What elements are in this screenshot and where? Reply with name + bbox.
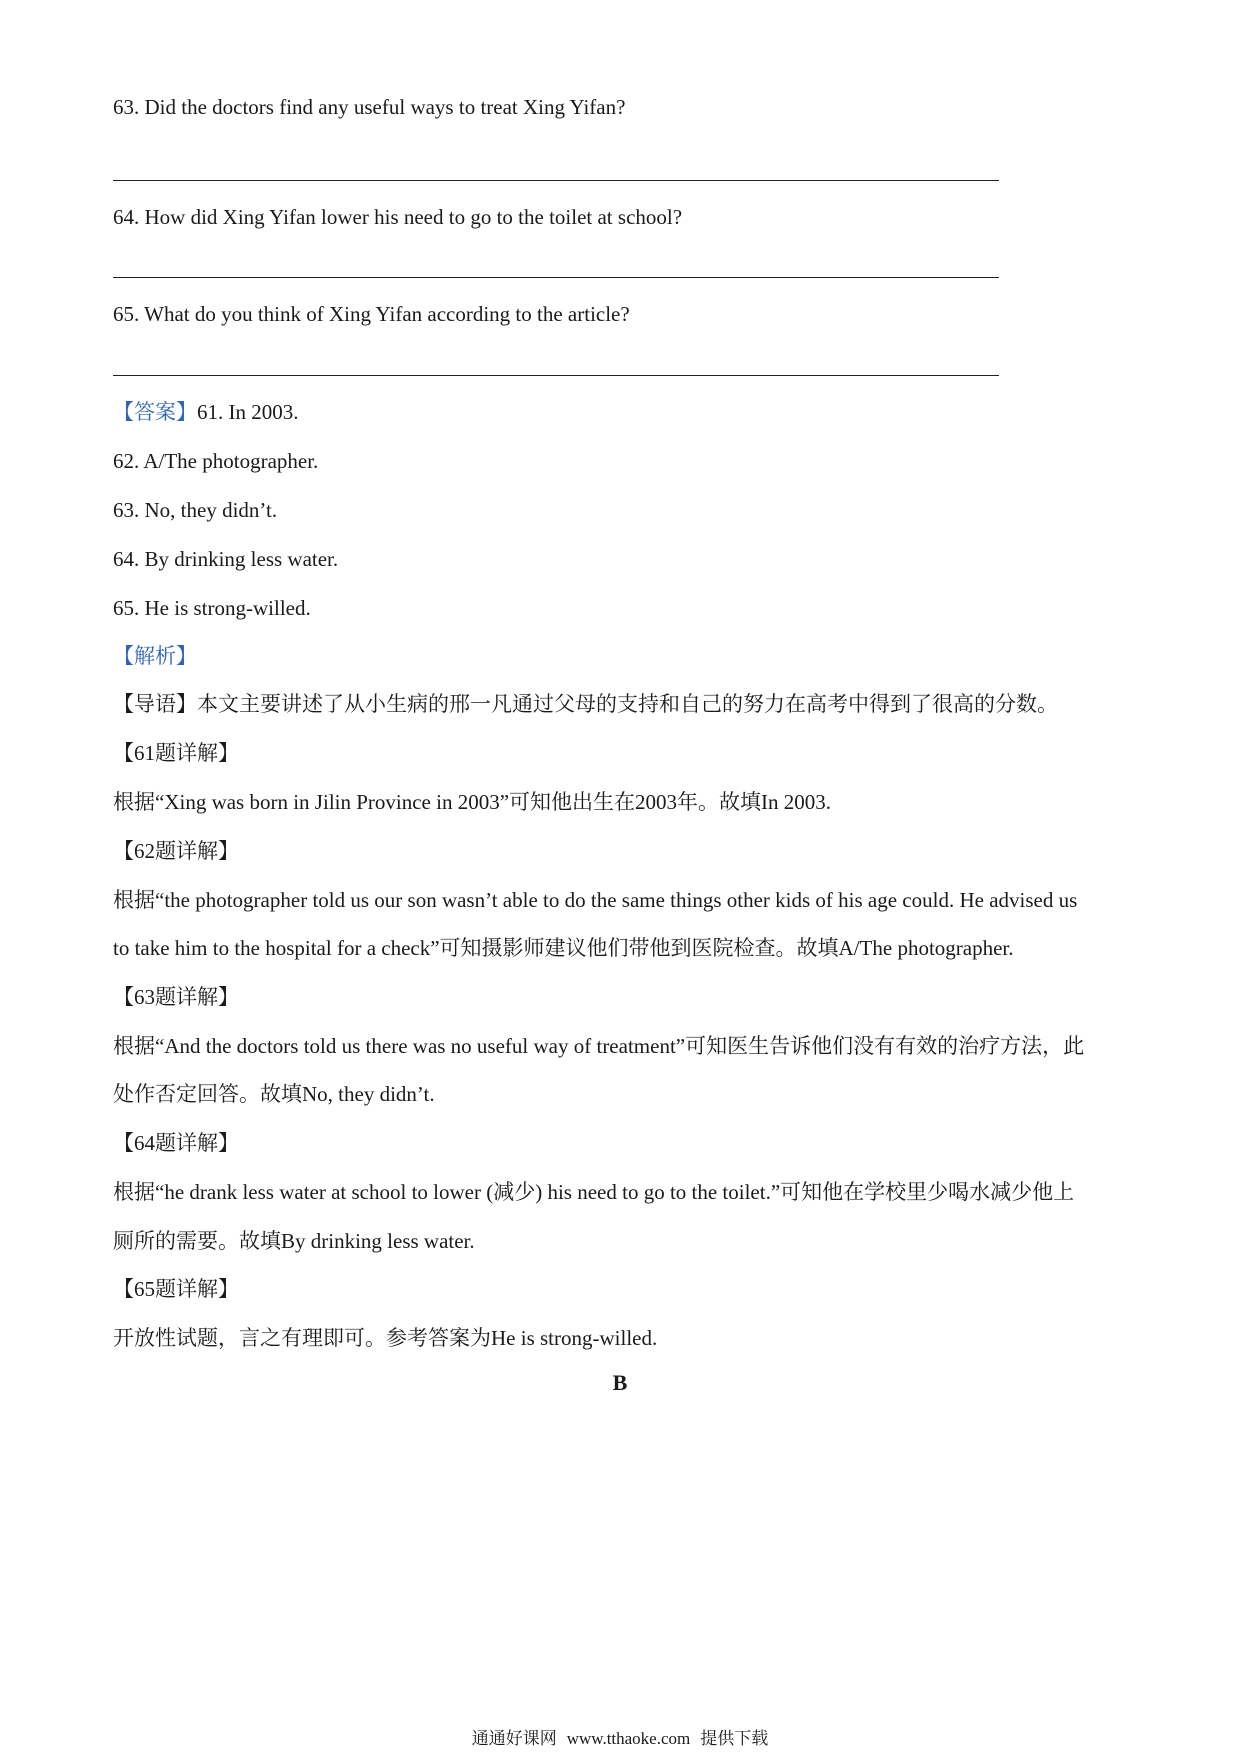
- detail-62-title: 【62题详解】: [113, 839, 239, 863]
- answer-64: 64. By drinking less water.: [113, 547, 339, 571]
- detail-64-line-1: 根据“he drank less water at school to lower (减少) his need to go to the toilet.”可知他在学校里少喝水减少他上: [113, 1180, 1075, 1204]
- detail-64-title: 【64题详解】: [113, 1131, 239, 1155]
- answer-line-63: [113, 180, 999, 181]
- question-63: 63. Did the doctors find any useful ways to treat Xing Yifan?: [113, 95, 626, 119]
- answer-line-64: [113, 277, 999, 278]
- footer-url[interactable]: www.tthaoke.com: [566, 1729, 691, 1748]
- analysis-label: 【解析】: [113, 644, 197, 668]
- answer-62: 62. A/The photographer.: [113, 449, 319, 473]
- answer-65: 65. He is strong-willed.: [113, 596, 311, 620]
- answer-63: 63. No, they didn’t.: [113, 498, 278, 522]
- question-64: 64. How did Xing Yifan lower his need to go to the toilet at school?: [113, 205, 683, 229]
- detail-63-title: 【63题详解】: [113, 985, 239, 1009]
- answer-61-line: [113, 399, 299, 425]
- answer-line-65: [113, 375, 999, 376]
- page-footer: [0, 1728, 1240, 1750]
- answer-label: 【答案】: [113, 400, 197, 424]
- detail-61-title: 【61题详解】: [113, 741, 239, 765]
- footer-note: 提供下载: [700, 1729, 769, 1748]
- analysis-intro: 【导语】本文主要讲述了从小生病的邢一凡通过父母的支持和自己的努力在高考中得到了很高的分数。: [113, 692, 1058, 716]
- detail-61-text: 根据“Xing was born in Jilin Province in 2003”可知他出生在2003年。故填In 2003.: [113, 790, 832, 814]
- detail-63-line-2: 处作否定回答。故填No, they didn’t.: [113, 1082, 435, 1106]
- detail-63-line-1: 根据“And the doctors told us there was no useful way of treatment”可知医生告诉他们没有有效的治疗方法，此: [113, 1034, 1085, 1058]
- detail-65-title: 【65题详解】: [113, 1277, 239, 1301]
- detail-62-line-1: 根据“the photographer told us our son wasn’t able to do the same things other kids of his age could. He advised us: [113, 888, 1078, 912]
- answer-61: 61. In 2003.: [197, 400, 299, 424]
- question-65: 65. What do you think of Xing Yifan according to the article?: [113, 302, 630, 326]
- detail-65-text: 开放性试题，言之有理即可。参考答案为He is strong-willed.: [113, 1326, 658, 1350]
- detail-64-line-2: 厕所的需要。故填By drinking less water.: [113, 1229, 475, 1253]
- detail-62-line-2: to take him to the hospital for a check”可知摄影师建议他们带他到医院检查。故填A/The photographer.: [113, 936, 1014, 960]
- section-heading-b: B: [612, 1370, 628, 1395]
- footer-site-name: 通通好课网: [471, 1729, 557, 1748]
